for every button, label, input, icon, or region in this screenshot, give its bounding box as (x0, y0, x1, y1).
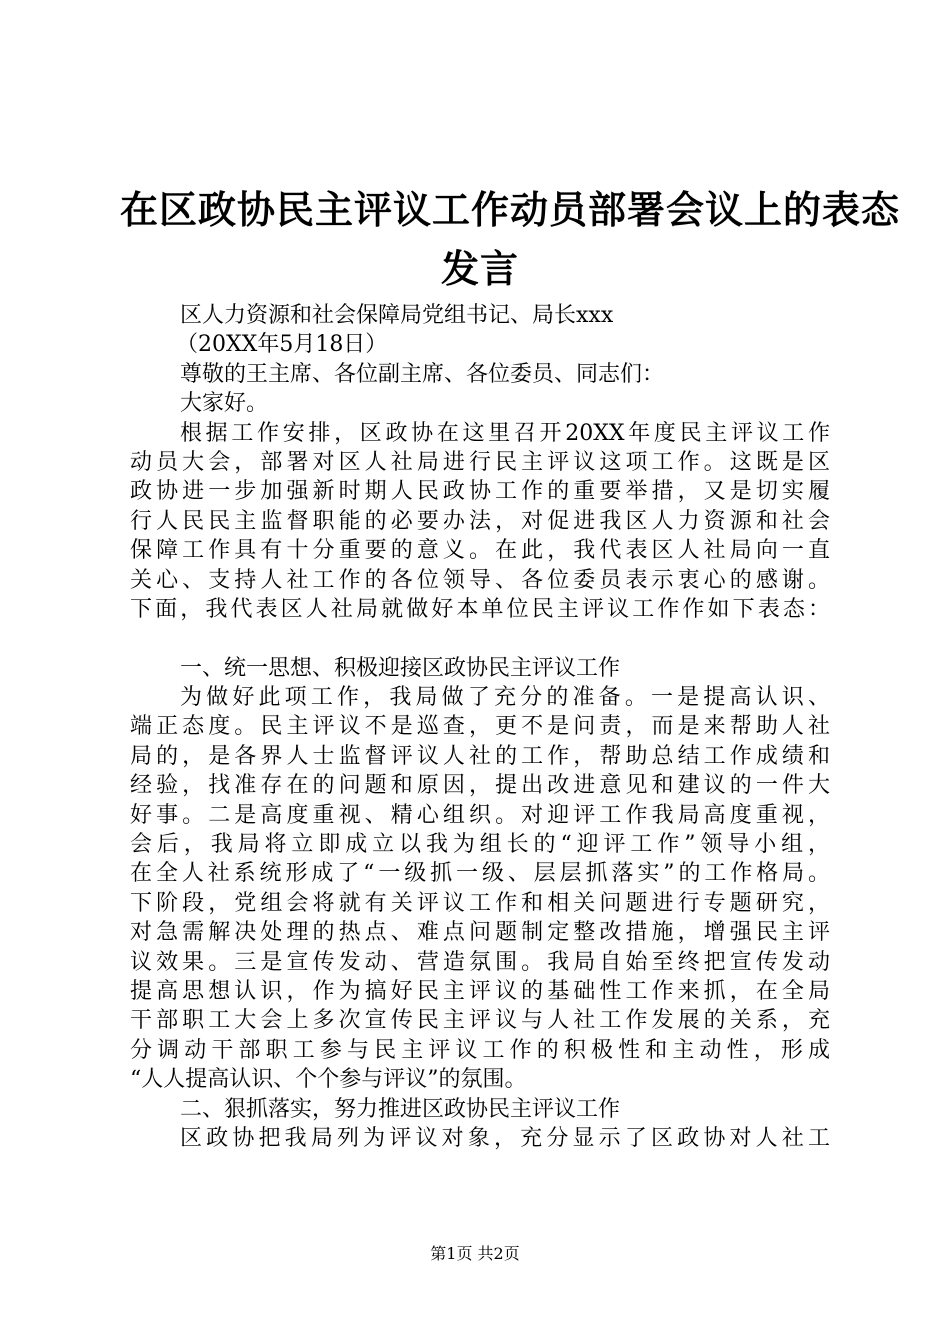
paragraph-line: 会后，我局将立即成立以我为组长的“迎评工作”领导小组， (130, 832, 830, 858)
document-title-line-2: 发言 (440, 246, 519, 291)
paragraph-line: 根据工作安排，区政协在这里召开20XX年度民主评议工作 (180, 420, 830, 446)
document-body (130, 301, 830, 1153)
paragraph-line: 为做好此项工作，我局做了充分的准备。一是提高认识、 (180, 685, 830, 711)
date-line: （20XX年5月18日） (176, 332, 388, 358)
paragraph-line: 议效果。三是宣传发动、营造氛围。我局自始至终把宣传发动 (130, 949, 830, 975)
paragraph-line: “人人提高认识、个个参与评议”的氛围。 (130, 1067, 527, 1093)
paragraph-line: 在全人社系统形成了“一级抓一级、层层抓落实”的工作格局。 (130, 861, 830, 887)
paragraph-line: 政协进一步加强新时期人民政协工作的重要举措，又是切实履 (130, 479, 830, 505)
paragraph-line: 分调动干部职工参与民主评议工作的积极性和主动性，形成 (130, 1037, 830, 1063)
paragraph-line: 提高思想认识，作为搞好民主评议的基础性工作来抓，在全局 (130, 978, 830, 1004)
salutation: 尊敬的王主席、各位副主席、各位委员、同志们： (180, 361, 665, 387)
paragraph-line: 下面，我代表区人社局就做好本单位民主评议工作作如下表态： (130, 596, 830, 622)
page-footer: 第1页 共2页 (430, 1244, 520, 1263)
paragraph-line: 干部职工大会上多次宣传民主评议与人社工作发展的关系，充 (130, 1008, 830, 1034)
blank-line (130, 624, 830, 653)
author-line: 区人力资源和社会保障局党组书记、局长xxx (180, 303, 614, 328)
section-heading-2: 二、狠抓落实，努力推进区政协民主评议工作 (180, 1096, 621, 1122)
paragraph-line: 动员大会，部署对区人社局进行民主评议这项工作。这既是区 (130, 449, 830, 475)
paragraph-line: 局的，是各界人士监督评议人社的工作，帮助总结工作成绩和 (130, 743, 830, 769)
paragraph-line: 行人民民主监督职能的必要办法，对促进我区人力资源和社会 (130, 508, 830, 534)
document-title-line-1: 在区政协民主评议工作动员部署会议上的表态 (120, 187, 901, 232)
paragraph-line: 好事。二是高度重视、精心组织。对迎评工作我局高度重视， (130, 802, 830, 828)
paragraph-line: 对急需解决处理的热点、难点问题制定整改措施，增强民主评 (130, 920, 830, 946)
paragraph-line: 经验，找准存在的问题和原因，提出改进意见和建议的一件大 (130, 773, 830, 799)
paragraph-line: 关心、支持人社工作的各位领导、各位委员表示衷心的感谢。 (130, 567, 830, 593)
paragraph-line: 保障工作具有十分重要的意义。在此，我代表区人社局向一直 (130, 538, 830, 564)
paragraph-line: 区政协把我局列为评议对象，充分显示了区政协对人社工 (180, 1125, 830, 1151)
paragraph-line: 下阶段，党组会将就有关评议工作和相关问题进行专题研究， (130, 890, 830, 916)
paragraph-line: 端正态度。民主评议不是巡查，更不是问责，而是来帮助人社 (130, 714, 830, 740)
section-heading-1: 一、统一思想、积极迎接区政协民主评议工作 (180, 655, 621, 681)
greeting: 大家好。 (180, 391, 269, 417)
